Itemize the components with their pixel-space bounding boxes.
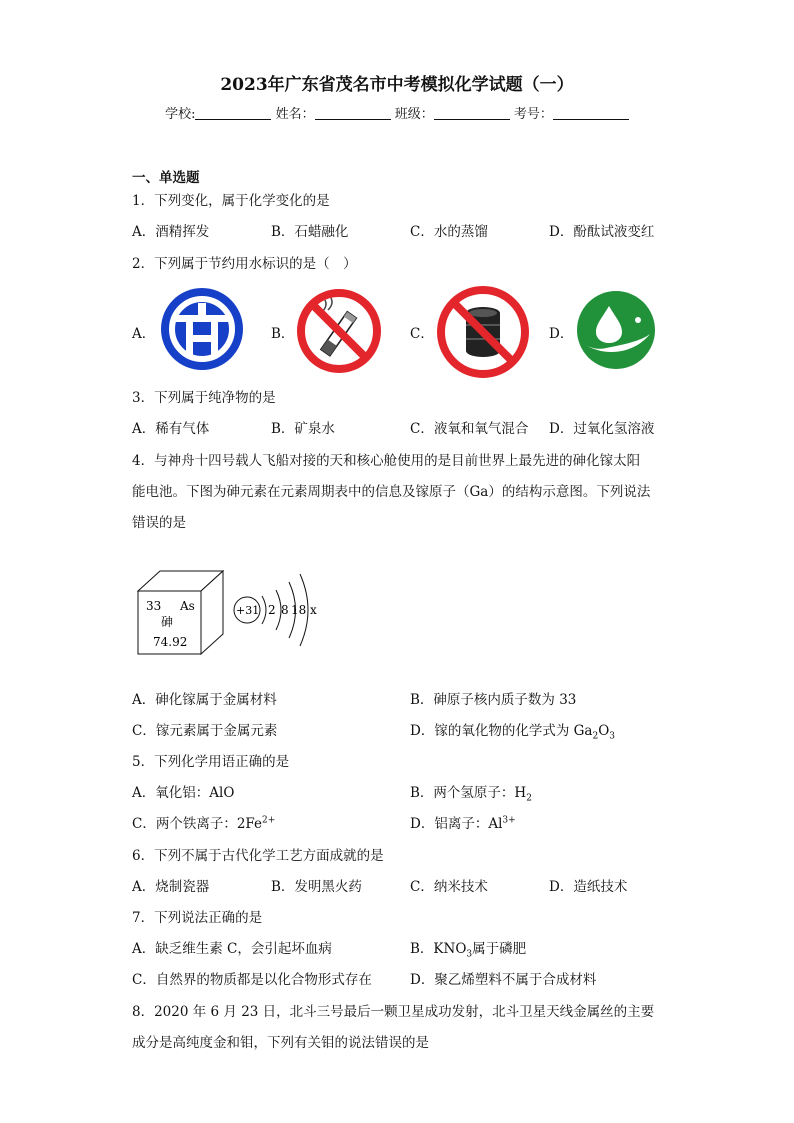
q6-option-b[interactable]: B．发明黑火药 <box>271 879 362 895</box>
q6-option-a[interactable]: A．烧制瓷器 <box>132 879 210 895</box>
exam-no-blank[interactable] <box>553 105 629 120</box>
q4-d-sub2: 3 <box>609 731 615 742</box>
q7-option-b[interactable] <box>410 940 526 958</box>
water-drop-green-icon[interactable] <box>576 290 656 370</box>
q1-option-a[interactable]: A．酒精挥发 <box>132 224 210 240</box>
q1-option-d[interactable]: D．酚酞试液变红 <box>549 224 655 240</box>
q7-b-text: B．KNO <box>410 941 467 957</box>
gallium-atom-structure <box>234 574 317 646</box>
q3-stem: 3．下列属于纯净物的是 <box>132 390 276 406</box>
q5-b-text: B．两个氢原子：H <box>410 785 527 801</box>
student-info-line <box>0 103 794 122</box>
school-label: 学校: <box>165 107 196 122</box>
q6-stem: 6．下列不属于古代化学工艺方面成就的是 <box>132 848 384 864</box>
q4-stem-line3: 错误的是 <box>132 515 186 531</box>
element-symbol: As <box>180 599 195 613</box>
q5-stem: 5．下列化学用语正确的是 <box>132 754 290 770</box>
nucleus-charge: +31 <box>236 604 260 617</box>
school-blank[interactable] <box>195 105 271 120</box>
page-title: 2023年广东省茂名市中考模拟化学试题（一） <box>220 75 574 95</box>
class-blank[interactable] <box>434 105 510 120</box>
element-atomic-mass: 74.92 <box>153 635 188 649</box>
q4-d-mid: O <box>598 723 610 739</box>
q4-d-text: D．镓的氧化物的化学式为 Ga <box>410 723 593 739</box>
q3-option-a[interactable]: A．稀有气体 <box>132 421 210 437</box>
q5-d-sup: 3+ <box>502 815 516 826</box>
q4-stem-line1: 4．与神舟十四号载人飞船对接的天和核心舱使用的是目前世界上最先进的砷化镓太阳 <box>132 453 641 469</box>
section-heading: 一、单选题 <box>132 170 200 186</box>
q7-option-d[interactable]: D．聚乙烯塑料不属于合成材料 <box>410 972 597 988</box>
q4-option-d[interactable] <box>410 722 615 740</box>
q2-stem: 2．下列属于节约用水标识的是（ ） <box>132 256 357 272</box>
q2-option-c-label[interactable]: C． <box>410 326 434 342</box>
q1-option-c[interactable]: C．水的蒸馏 <box>410 224 488 240</box>
q8-stem-line1: 8．2020 年 6 月 23 日，北斗三号最后一颗卫星成功发射，北斗卫星天线金属丝的主要 <box>132 1004 655 1020</box>
name-label: 姓名： <box>275 107 315 122</box>
q8-stem-line2: 成分是高纯度金和钼，下列有关钼的说法错误的是 <box>132 1035 429 1051</box>
q5-option-c[interactable] <box>132 815 275 833</box>
q5-c-text: C．两个铁离子：2Fe <box>132 816 263 832</box>
q3-option-b[interactable]: B．矿泉水 <box>271 421 335 437</box>
q5-option-a[interactable]: A．氧化铝：AlO <box>132 785 235 801</box>
q7-b-suffix: 属于磷肥 <box>472 941 527 957</box>
q7-b-sub: 3 <box>466 949 473 960</box>
q2-option-d-label[interactable]: D． <box>549 326 574 342</box>
water-saving-blue-icon[interactable] <box>160 287 244 371</box>
exam-no-label: 考号： <box>513 107 553 122</box>
q5-option-b[interactable] <box>410 784 532 802</box>
q7-option-c[interactable]: C．自然界的物质都是以化合物形式存在 <box>132 972 372 988</box>
q4-option-b[interactable]: B．砷原子核内质子数为 33 <box>410 692 577 708</box>
q4-stem-line2: 能电池。下图为砷元素在元素周期表中的信息及镓原子（Ga）的结构示意图。下列说法 <box>132 484 651 500</box>
q2-option-b-label[interactable]: B． <box>271 326 295 342</box>
no-oil-barrel-icon[interactable] <box>436 285 530 379</box>
element-name: 砷 <box>161 615 174 629</box>
q6-option-c[interactable]: C．纳米技术 <box>410 879 488 895</box>
q4-option-a[interactable]: A．砷化镓属于金属材料 <box>132 692 277 708</box>
q2-option-a-label[interactable]: A． <box>132 326 156 342</box>
q5-b-sub: 2 <box>526 793 532 804</box>
q4-option-c[interactable]: C．镓元素属于金属元素 <box>132 723 278 739</box>
shell-2-electrons: 8 <box>281 603 289 617</box>
q7-option-a[interactable]: A．缺乏维生素 C，会引起坏血病 <box>132 941 332 957</box>
name-blank[interactable] <box>315 105 391 120</box>
element-atomic-number: 33 <box>146 599 162 613</box>
q4-d-sub1: 2 <box>592 731 599 742</box>
shell-4-electrons: x <box>310 603 317 617</box>
element-cell-cube <box>138 571 223 654</box>
shell-3-electrons: 18 <box>291 603 307 617</box>
q5-c-sup: 2+ <box>262 815 276 826</box>
q5-d-text: D．铝离子：Al <box>410 816 503 832</box>
shell-1-electrons: 2 <box>268 603 276 617</box>
q3-option-d[interactable]: D．过氧化氢溶液 <box>549 421 655 437</box>
q6-option-d[interactable]: D．造纸技术 <box>549 879 628 895</box>
no-smoking-icon[interactable] <box>296 288 382 374</box>
q3-option-c[interactable]: C．液氧和氧气混合 <box>410 421 529 437</box>
q4-figure <box>130 560 330 670</box>
q7-stem: 7．下列说法正确的是 <box>132 910 263 926</box>
q1-option-b[interactable]: B．石蜡融化 <box>271 224 349 240</box>
q5-option-d[interactable] <box>410 815 516 833</box>
class-label: 班级： <box>394 107 434 122</box>
q1-stem: 1．下列变化，属于化学变化的是 <box>132 193 330 209</box>
